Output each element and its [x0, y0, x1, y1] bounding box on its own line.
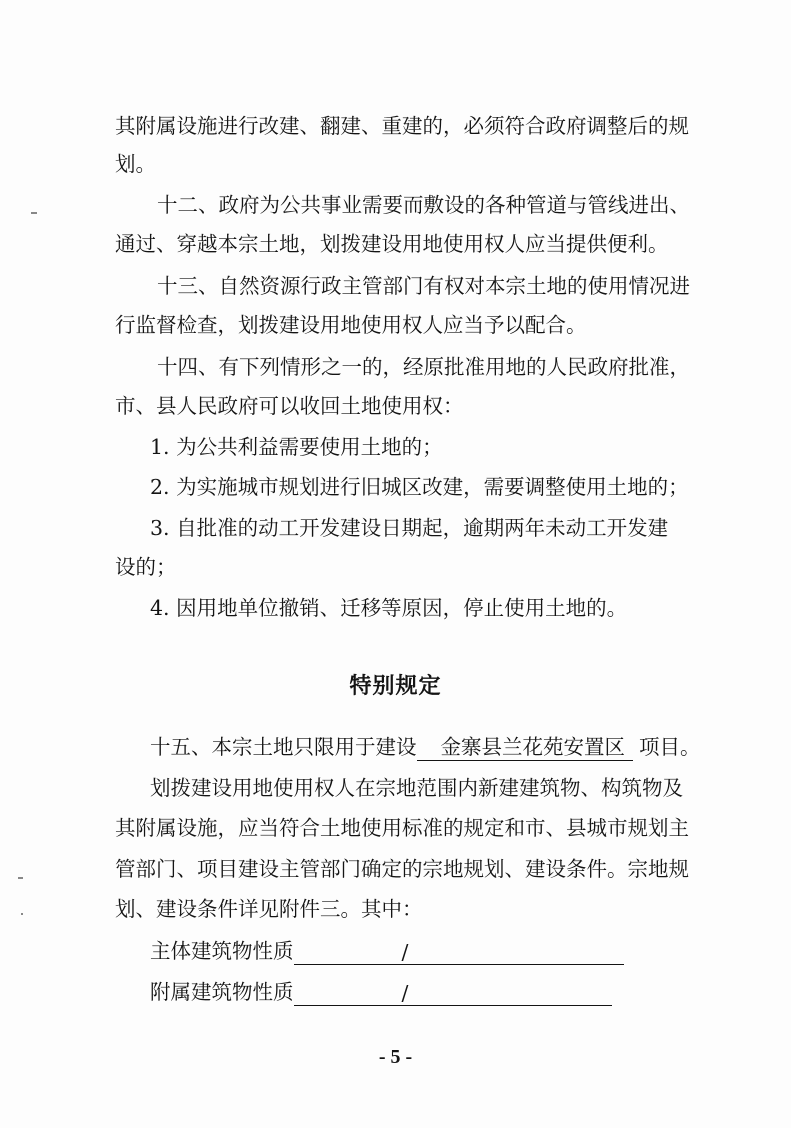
scan-speck — [31, 212, 37, 214]
main-building-nature-label: 主体建筑物性质 — [150, 939, 294, 963]
line-1: 其附属设施进行改建、翻建、重建的，必须符合政府调整后的规 — [115, 114, 689, 138]
project-name-value: 金寨县兰花苑安置区 — [417, 734, 634, 761]
line-6: 行监督检查，划拨建设用地使用权人应当予以配合。 — [115, 313, 587, 337]
line-18: 划、建设条件详见附件三。其中： — [115, 897, 423, 921]
line-4: 通过、穿越本宗土地，划拨建设用地使用权人应当提供便利。 — [115, 232, 669, 256]
main-building-nature-row — [150, 937, 624, 965]
main-building-nature-value: / — [401, 940, 409, 964]
auxiliary-building-nature-label: 附属建筑物性质 — [150, 980, 294, 1004]
line-5: 十三、自然资源行政主管部门有权对本宗土地的使用情况进 — [157, 274, 690, 298]
line-3: 十二、政府为公共事业需要而敷设的各种管道与管线进出、 — [157, 193, 690, 217]
line-17: 管部门、项目建设主管部门确定的宗地规划、建设条件。宗地规 — [115, 857, 689, 881]
line-10: 2. 为实施城市规划进行旧城区改建，需要调整使用土地的； — [150, 475, 689, 499]
line-16: 其附属设施，应当符合土地使用标准的规定和市、县城市规划主 — [115, 816, 689, 840]
auxiliary-building-nature-value: / — [401, 981, 409, 1005]
auxiliary-building-nature-blank — [294, 981, 612, 1006]
line-2: 划。 — [115, 152, 156, 176]
line-15: 划拨建设用地使用权人在宗地范围内新建建筑物、构筑物及 — [150, 776, 683, 800]
section-heading: 特别规定 — [349, 674, 442, 699]
line-11: 3. 自批准的动工开发建设日期起，逾期两年未动工开发建 — [150, 516, 669, 540]
line-7: 十四、有下列情形之一的，经原批准用地的人民政府批准， — [157, 355, 690, 379]
clause-15-prefix: 十五、本宗土地只限用于建设 — [150, 735, 417, 759]
scan-speck — [21, 913, 23, 915]
clause-15 — [150, 733, 791, 761]
line-8: 市、县人民政府可以收回土地使用权： — [115, 394, 464, 418]
main-building-nature-blank — [294, 940, 624, 965]
page-number: - 5 - — [378, 1046, 413, 1068]
auxiliary-building-nature-row — [150, 978, 612, 1006]
clause-15-suffix: 项目。 — [639, 735, 701, 759]
line-12: 设的； — [115, 555, 177, 579]
line-13: 4. 因用地单位撤销、迁移等原因，停止使用土地的。 — [150, 596, 628, 620]
line-9: 1. 为公共利益需要使用土地的； — [150, 435, 443, 459]
scan-speck — [18, 877, 23, 879]
